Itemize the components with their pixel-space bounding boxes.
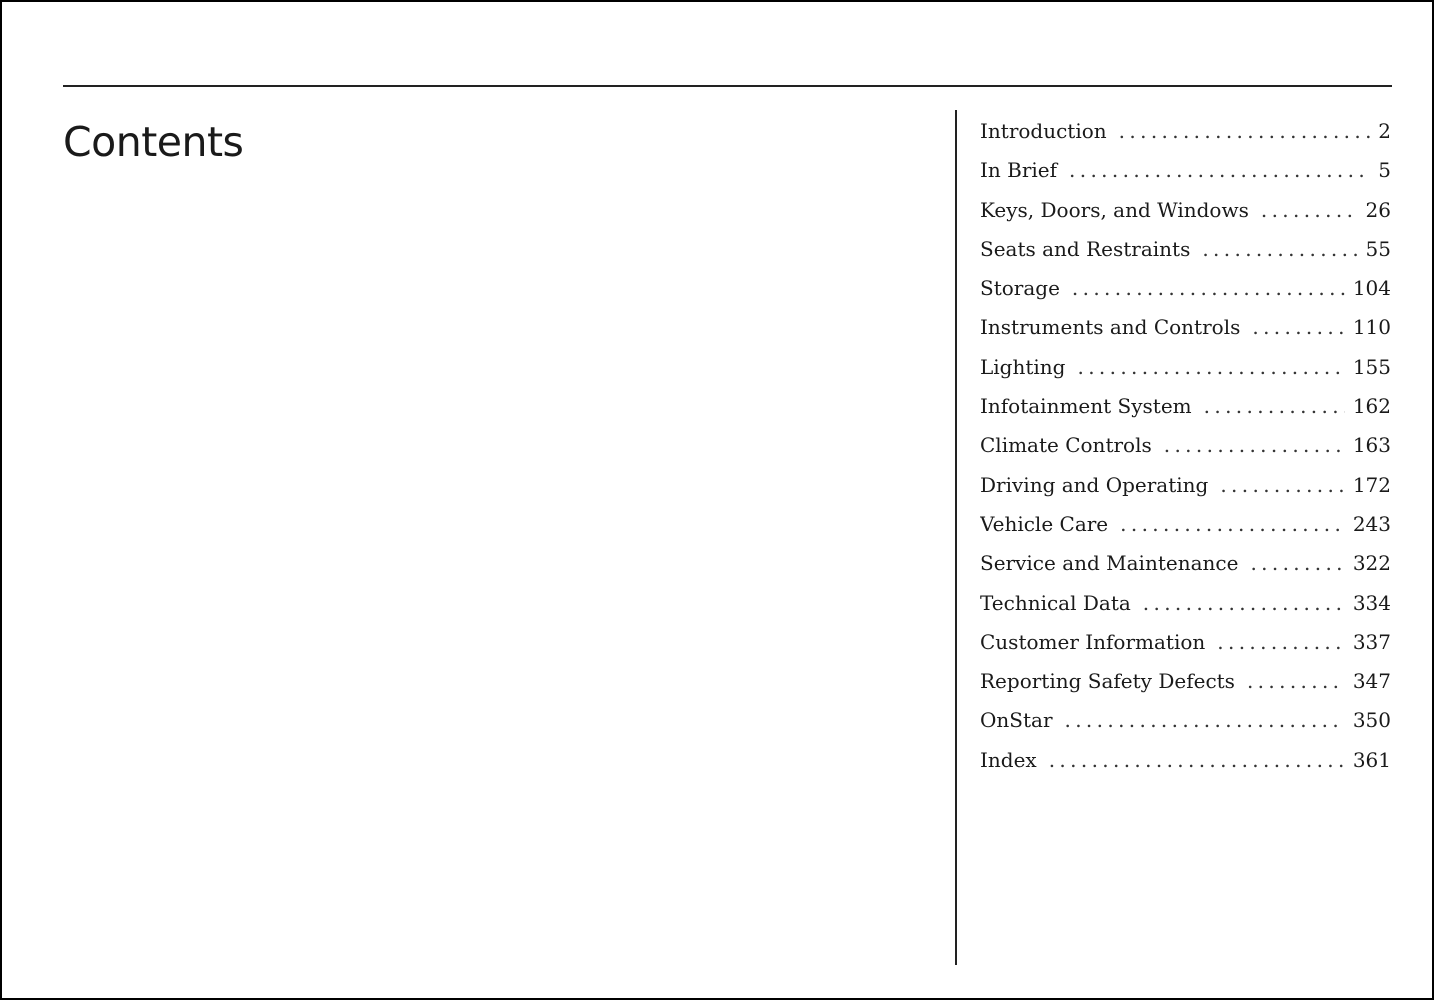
toc-entry-page-number: 347 (1352, 669, 1391, 694)
table-of-contents (980, 119, 1391, 787)
toc-entry-label: Technical Data (980, 590, 1131, 615)
toc-entry[interactable] (980, 237, 1391, 276)
toc-entry-page-number: 104 (1352, 276, 1391, 301)
toc-entry-page-number: 172 (1352, 472, 1391, 497)
dot-leader (1220, 473, 1344, 497)
dot-leader (1247, 669, 1345, 693)
top-rule (63, 85, 1392, 87)
toc-entry-label: Index (980, 747, 1037, 772)
toc-entry[interactable] (980, 473, 1391, 512)
toc-entry-label: Introduction (980, 119, 1107, 143)
page-title: Contents (63, 118, 244, 166)
toc-entry-page-number: 26 (1365, 197, 1391, 222)
toc-entry[interactable] (980, 276, 1391, 315)
dot-leader (1261, 198, 1358, 222)
dot-leader (1069, 158, 1370, 182)
toc-entry-page-number: 322 (1352, 551, 1391, 576)
toc-entry-page-number: 337 (1352, 629, 1391, 654)
dot-leader (1119, 119, 1371, 143)
toc-entry-page-number: 361 (1352, 747, 1391, 772)
toc-entry-label: Driving and Operating (980, 472, 1209, 497)
toc-entry[interactable] (980, 669, 1391, 708)
toc-entry-page-number: 5 (1378, 158, 1391, 183)
toc-entry-page-number: 350 (1352, 708, 1391, 733)
toc-entry[interactable] (980, 433, 1391, 472)
toc-entry[interactable] (980, 551, 1391, 590)
toc-entry-page-number: 55 (1365, 236, 1391, 261)
dot-leader (1143, 591, 1345, 615)
toc-entry-label: Lighting (980, 354, 1066, 379)
toc-entry[interactable] (980, 119, 1391, 158)
column-divider (955, 110, 957, 965)
toc-entry[interactable] (980, 315, 1391, 354)
toc-entry-label: Vehicle Care (980, 511, 1109, 536)
toc-entry[interactable] (980, 512, 1391, 551)
toc-entry-label: OnStar (980, 708, 1053, 733)
dot-leader (1072, 276, 1345, 300)
dot-leader (1077, 355, 1344, 379)
dot-leader (1120, 512, 1345, 536)
toc-entry-page-number: 2 (1378, 119, 1391, 143)
toc-entry[interactable] (980, 630, 1391, 669)
toc-entry-label: Keys, Doors, and Windows (980, 197, 1249, 222)
toc-entry-label: Reporting Safety Defects (980, 669, 1235, 694)
toc-entry-label: Instruments and Controls (980, 315, 1241, 340)
toc-entry-label: In Brief (980, 158, 1058, 183)
toc-entry-page-number: 110 (1352, 315, 1391, 340)
toc-entry-page-number: 334 (1352, 590, 1391, 615)
toc-entry[interactable] (980, 198, 1391, 237)
toc-entry[interactable] (980, 394, 1391, 433)
dot-leader (1065, 708, 1345, 732)
dot-leader (1252, 315, 1344, 339)
toc-entry-page-number: 155 (1352, 354, 1391, 379)
dot-leader (1202, 237, 1357, 261)
toc-entry-label: Infotainment System (980, 394, 1192, 419)
dot-leader (1250, 551, 1344, 575)
toc-entry-label: Storage (980, 276, 1060, 301)
dot-leader (1164, 433, 1345, 457)
toc-entry-page-number: 162 (1352, 394, 1391, 419)
dot-leader (1049, 748, 1345, 772)
toc-entry-label: Climate Controls (980, 433, 1152, 458)
toc-entry[interactable] (980, 158, 1391, 197)
toc-entry[interactable] (980, 748, 1391, 787)
toc-entry-page-number: 243 (1352, 511, 1391, 536)
toc-entry[interactable] (980, 355, 1391, 394)
toc-entry[interactable] (980, 591, 1391, 630)
dot-leader (1204, 394, 1345, 418)
toc-entry-label: Seats and Restraints (980, 236, 1191, 261)
toc-entry-page-number: 163 (1352, 433, 1391, 458)
toc-entry-label: Customer Information (980, 629, 1206, 654)
toc-entry[interactable] (980, 708, 1391, 747)
dot-leader (1217, 630, 1345, 654)
toc-entry-label: Service and Maintenance (980, 551, 1239, 576)
